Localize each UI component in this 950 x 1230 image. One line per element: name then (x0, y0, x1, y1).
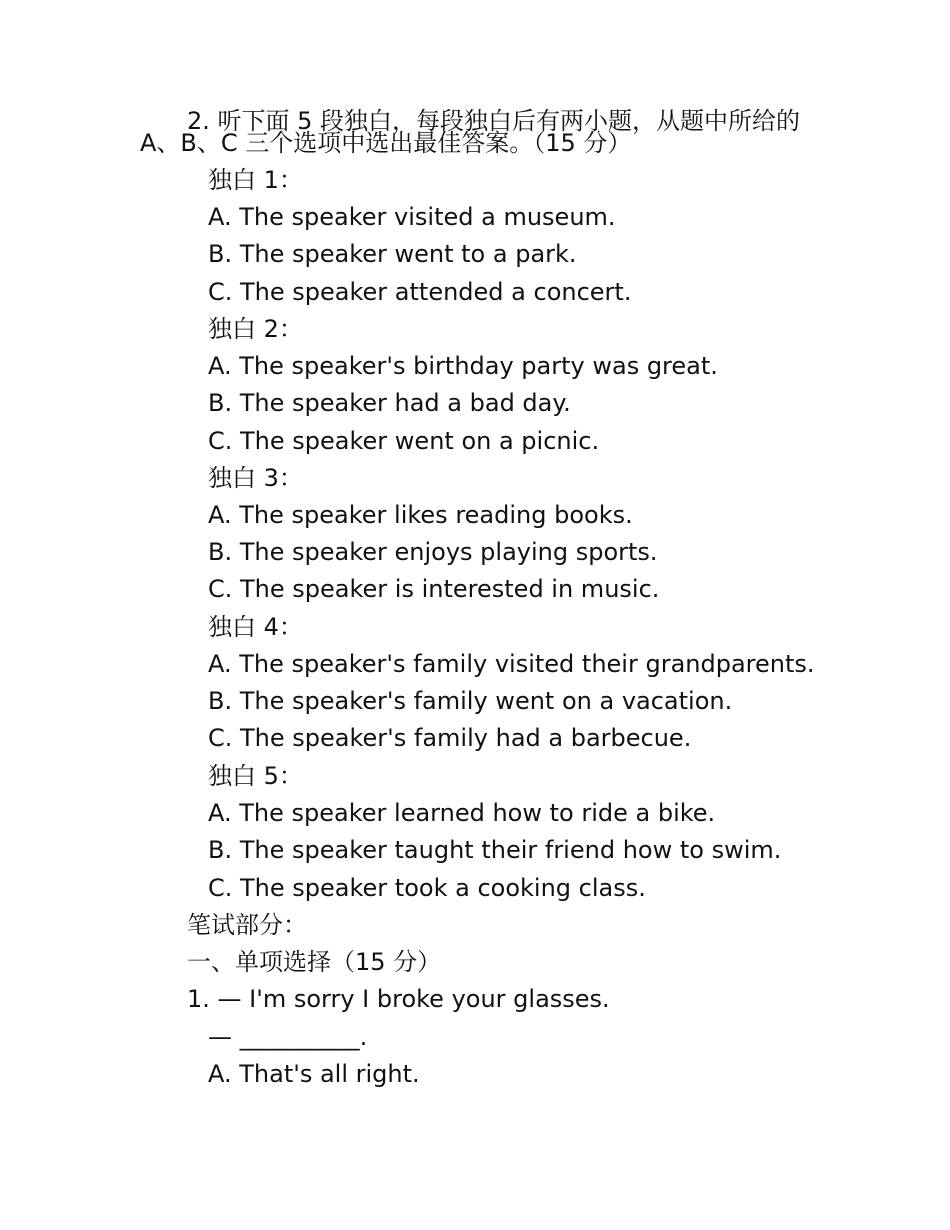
listening-instruction-line2: A、B、C 三个选项中选出最佳答案。（15 分） (140, 129, 632, 157)
monologue-2-option-c: C. The speaker went on a picnic. (208, 427, 600, 455)
monologue-5-option-b: B. The speaker taught their friend how to swim. (208, 836, 782, 864)
monologue-5-option-c: C. The speaker took a cooking class. (208, 874, 646, 902)
section-title-single-choice: 一、单项选择（15 分） (187, 948, 442, 976)
monologue-1-option-a: A. The speaker visited a museum. (208, 203, 616, 231)
written-part-heading: 笔试部分： (187, 911, 307, 939)
monologue-4-option-b: B. The speaker's family went on a vacation. (208, 687, 733, 715)
question-1-stem: 1. — I'm sorry I broke your glasses. (187, 985, 610, 1013)
listening-instruction-line1: 2. 听下面 5 段独白，每段独白后有两小题，从题中所给的 (187, 107, 801, 135)
monologue-3-option-a: A. The speaker likes reading books. (208, 501, 633, 529)
monologue-3-label: 独白 3： (208, 464, 303, 492)
question-1-option-a: A. That's all right. (208, 1060, 420, 1088)
monologue-1-label: 独白 1： (208, 166, 303, 194)
monologue-5-label: 独白 5： (208, 762, 303, 790)
monologue-4-option-c: C. The speaker's family had a barbecue. (208, 724, 692, 752)
monologue-2-label: 独白 2： (208, 315, 303, 343)
monologue-4-option-a: A. The speaker's family visited their grandparents. (208, 650, 815, 678)
monologue-5-option-a: A. The speaker learned how to ride a bike. (208, 799, 716, 827)
monologue-2-option-a: A. The speaker's birthday party was great. (208, 352, 718, 380)
monologue-2-option-b: B. The speaker had a bad day. (208, 389, 571, 417)
monologue-4-label: 独白 4： (208, 613, 303, 641)
monologue-3-option-b: B. The speaker enjoys playing sports. (208, 538, 658, 566)
monologue-3-option-c: C. The speaker is interested in music. (208, 575, 660, 603)
question-1-reply-blank: — __________. (208, 1023, 368, 1051)
monologue-1-option-b: B. The speaker went to a park. (208, 240, 577, 268)
monologue-1-option-c: C. The speaker attended a concert. (208, 278, 632, 306)
